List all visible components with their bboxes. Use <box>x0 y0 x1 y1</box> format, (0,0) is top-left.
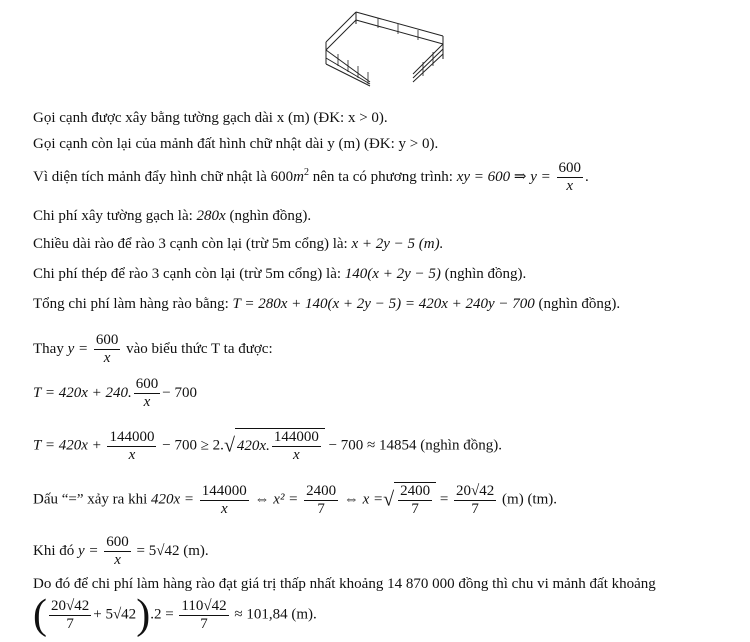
text-line-6: Chi phí thép để rào 3 cạnh còn lại (trừ 5m cổng) là: 140(x + 2y − 5) (nghìn đồng). <box>33 266 527 282</box>
text-line-12: Khi đó y = $\frac{600}{x}$ = 5√42 (m). <box>33 534 209 568</box>
text-line-1: Gọi cạnh được xây bằng tường gạch dài x (m) (ĐK: x > 0). <box>33 110 388 126</box>
text-line-2: Gọi cạnh còn lại của mảnh đất hình chữ nhật dài y (m) (ĐK: y > 0). <box>33 136 439 152</box>
text-line-7: Tổng chi phí làm hàng rào bằng: T = 280x + 140(x + 2y − 5) = 420x + 240y − 700 (nghìn đồng). <box>33 296 621 312</box>
fence-figure <box>318 4 458 94</box>
text-line-4: Chi phí xây tường gạch là: 280x (nghìn đồng). <box>33 208 312 224</box>
text-line-11: Dấu “=” xảy ra khi 420x = $\frac{144000}{x}$ ⇔ x² = $\frac{2400}{7}$ ⇔ x =√ $\frac{2400}{7}$ = $\frac{20√42}{7}$ (m) (tm). <box>33 482 558 517</box>
text-line-13: Do đó để chi phí làm hàng rào đạt giá trị thấp nhất khoảng 14 870 000 đồng thì chu vi mảnh đất khoảng <box>33 576 656 592</box>
text-line-5: Chiều dài rào để rào 3 cạnh còn lại (trừ 5m cổng) là: x + 2y − 5 (m). <box>33 236 444 252</box>
text-line-14: ( $\frac{20√42}{7}$ + 5√42).2 = $\frac{110√42}{7}$ ≈ 101,84 (m). <box>33 592 317 638</box>
text-line-10: T = 420x + $\frac{144000}{x}$ − 700 ≥ 2.√ 420x. $\frac{144000}{x}$ − 700 ≈ 14854 (nghìn đồng). <box>33 428 502 463</box>
text-line-3: Vì diện tích mảnh đẩy hình chữ nhật là $600m^2$ nên ta có phương trình: xy = 600 ⇒ y = $\frac{600}{x}$ . <box>33 160 589 194</box>
text-line-9: T = 420x + 240. $\frac{600}{x}$ − 700 <box>33 376 197 410</box>
text-line-8: Thay y = $\frac{600}{x}$ vào biểu thức T ta được: <box>33 332 273 366</box>
